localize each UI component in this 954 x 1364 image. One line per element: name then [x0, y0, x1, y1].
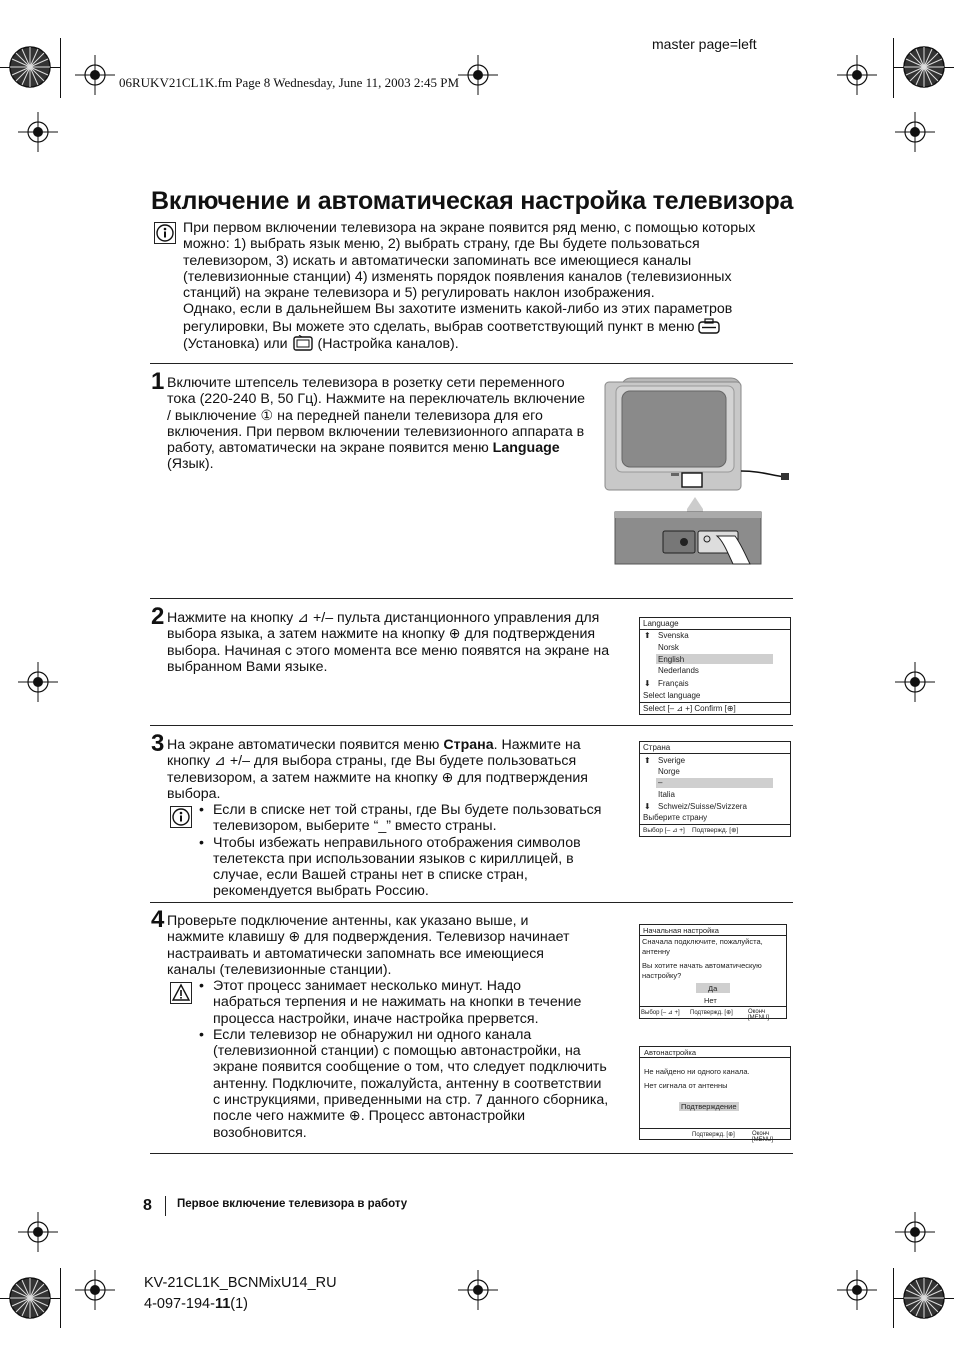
- step-number: 4: [151, 906, 165, 933]
- info-icon: [154, 222, 176, 244]
- osd-confirm-button: Подтверждение: [681, 1102, 737, 1111]
- step2-text: Нажмите на кнопку ⊿ +/– пульта дистанционного управления для выбора языка, а затем нажмите на кнопку ⊕ для подтверждения выбора. Начиная с этого момента все меню появятся на экране на выбранном Вами языке.: [167, 610, 610, 675]
- page-number: 8: [143, 1197, 152, 1214]
- osd-footer: Выбор [– ⊿ +]: [643, 827, 685, 834]
- osd-item: Français: [658, 679, 689, 688]
- intro-text: [183, 220, 783, 352]
- step3-notes: [197, 802, 637, 900]
- scroll-up-icon: ⬆: [644, 756, 651, 765]
- step-number: 3: [151, 730, 165, 757]
- list-item: • Чтобы избежать неправильного отображения символов телетекста при использовании языков с кириллицей, в случае, если Вашей страны нет в списке стран, рекомендуется выбрать Россию.: [197, 835, 637, 900]
- step3-text: На экране автоматически появится меню Страна. Нажмите на кнопку ⊿ +/– для выбора страны, где Вы будете пользоваться телевизором, а затем нажмите на кнопку ⊕ для подтверждения выбора.: [167, 737, 588, 802]
- osd-footer: Select [– ⊿ +] Confirm [⊕]: [643, 704, 736, 713]
- step4-text: Проверьте подключение антенны, как указано выше, и нажмите клавишу ⊕ для подверждения. Телевизор начинает настраивать и автоматически запомнать все имеющиеся каналы (телевизионные станции).: [167, 913, 570, 978]
- osd-item: Sverige: [658, 756, 686, 765]
- osd-item-selected: –: [658, 778, 663, 787]
- osd-item: Svenska: [658, 631, 689, 640]
- tv-illustration: [585, 376, 795, 572]
- osd-prompt: Выберите страну: [643, 813, 708, 822]
- osd-title: Автонастройка: [644, 1048, 696, 1057]
- channel-setup-icon: [292, 335, 314, 351]
- osd-prompt: Select language: [643, 691, 701, 700]
- intro-line: телевизором, 3) искать и автоматически запоминать все имеющиеся каналы: [183, 252, 692, 269]
- intro-line-with-icon: регулировки, Вы можете это сделать, выбрав соответствующий пункт в меню: [183, 318, 783, 335]
- osd-item: Norge: [658, 767, 680, 776]
- page-title: Включение и автоматическая настройка телевизора: [151, 187, 794, 215]
- section-divider: [150, 363, 793, 364]
- footer-divider: [165, 1196, 166, 1216]
- osd-item: Norsk: [658, 643, 679, 652]
- intro-line: Однако, если в дальнейшем Вы захотите изменить какой-либо из этих параметров: [183, 301, 733, 318]
- list-item: • Если в списке нет той страны, где Вы будете пользоваться телевизором, выберите “_” вместо страны.: [197, 802, 637, 835]
- osd-option-yes: Да: [708, 984, 718, 993]
- intro-last-line: (Установка) или (Настройка каналов).: [183, 336, 459, 353]
- section-divider: [150, 902, 793, 903]
- part-code: 4-097-194-11(1): [144, 1296, 249, 1312]
- info-icon: [170, 806, 192, 828]
- model-code: KV-21CL1K_BCNMixU14_RU: [144, 1275, 337, 1291]
- osd-title: Language: [643, 619, 679, 628]
- language-menu-osd: [639, 617, 791, 715]
- osd-title: Начальная настройка: [643, 926, 719, 935]
- intro-line: станций) на экране телевизора и 5) регулировать наклон изображения.: [183, 285, 655, 302]
- list-item: • Если телевизор не обнаружил ни одного канала (телевизионной станции) с помощью автонастройки, на экране появится сообщение о том, что следует подключить антенну. Подключите, пожалуйста, антенну в соответствии с инструкциями, приведенными на стр. 7 данного сборника, после чего нажмите ⊕. Процесс автонастройки возобновится.: [197, 1027, 637, 1141]
- caution-icon: [170, 982, 192, 1004]
- step1-text: Включите штепсель телевизора в розетку сети переменного тока (220-240 В, 50 Гц). Нажмите на переключатель включение / выключение ① на передней панели телевизора для его включения. При первом включении телевизионного аппарата в работу, автоматически на экране появится меню Language (Язык).: [167, 375, 586, 473]
- osd-item-selected: English: [658, 655, 685, 664]
- osd-footer: Подтвержд. [⊕]: [692, 827, 739, 834]
- step-number: 1: [151, 368, 165, 395]
- osd-item: Nederlands: [658, 666, 699, 675]
- intro-line: (телевизионные станции) 4) изменять порядок появления каналов (телевизионных: [183, 268, 732, 285]
- master-page-label: master page=left: [652, 36, 757, 52]
- osd-option-no: Нет: [704, 996, 717, 1005]
- intro-line: можно: 1) выбрать язык меню, 2) выбрать страну, где Вы будете пользоваться: [183, 236, 700, 253]
- scroll-down-icon: ⬇: [644, 802, 651, 811]
- section-divider: [150, 1153, 793, 1154]
- country-menu-osd: [639, 741, 791, 837]
- section-divider: [150, 598, 793, 599]
- intro-line: При первом включении телевизора на экране появится ряд меню, с помощью которых: [183, 220, 756, 236]
- osd-title: Страна: [643, 743, 671, 752]
- section-divider: [150, 725, 793, 726]
- list-item: • Этот процесс занимает несколько минут. Надо набраться терпения и не нажимать на кнопки в течение процесса настройки, иначе настройка прервется.: [197, 978, 637, 1027]
- initial-setup-osd: Начальная настройка Сначала подключите, пожалуйста, антенну Вы хотите начать автоматическую настройку? Да Нет Выбор [– ⊿ +] Подтвержд. [⊕] Оконч [MENU]: [639, 924, 787, 1019]
- auto-tuning-osd: Автонастройка Не найдено ни одного канала. Нет сигнала от антенны Подтверждение Подтвержд. [⊕] Оконч [MENU]: [639, 1046, 791, 1140]
- step4-notes: [197, 978, 637, 1141]
- scroll-down-icon: ⬇: [644, 679, 651, 688]
- setup-menu-icon: [698, 318, 720, 334]
- footer-section-title: Первое включение телевизора в работу: [177, 1198, 408, 1210]
- osd-item: Schweiz/Suisse/Svizzera: [658, 802, 747, 811]
- osd-item: Italia: [658, 790, 675, 799]
- file-info: 06RUKV21CL1K.fm Page 8 Wednesday, June 11, 2003 2:45 PM: [119, 75, 460, 90]
- step-number: 2: [151, 603, 165, 630]
- scroll-up-icon: ⬆: [644, 631, 651, 640]
